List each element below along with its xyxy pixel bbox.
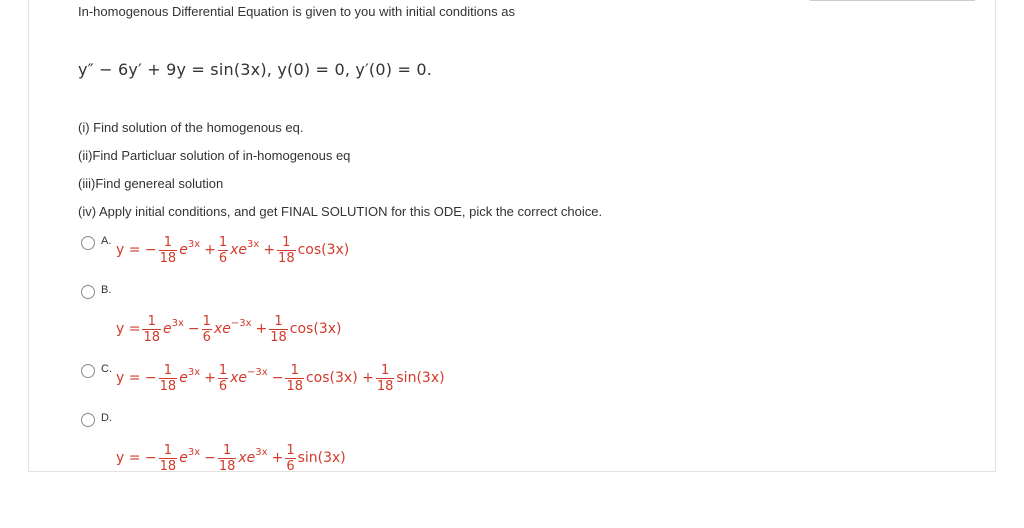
term: cos(3x) — [297, 242, 350, 258]
operator: + — [204, 370, 216, 386]
term: sin(3x) — [297, 450, 346, 466]
exponent: 3x — [171, 317, 184, 329]
exponent: 3x — [187, 366, 201, 378]
fraction: $\frac{1}{18}$ — [159, 442, 177, 474]
option-d-prefix: y = − — [116, 450, 157, 466]
option-b-expression[interactable] — [116, 311, 341, 347]
fraction: $\frac{1}{18}$ — [159, 234, 177, 266]
option-b-letter: B. — [101, 284, 112, 296]
term: e — [179, 370, 188, 386]
fraction: $\frac{1}{18}$ — [286, 362, 303, 394]
term: cos(3x) — [289, 321, 342, 337]
exponent: 3x — [187, 446, 201, 458]
option-d-expression[interactable] — [116, 440, 346, 476]
exponent: −3x — [230, 317, 252, 329]
fraction: $\frac{1}{18}$ — [376, 362, 394, 394]
exponent: 3x — [187, 238, 201, 250]
term: xe — [238, 450, 256, 466]
operator: + — [271, 450, 284, 466]
part-i: (i) Find solution of the homogenous eq. — [78, 120, 304, 135]
radio-option-c[interactable] — [81, 364, 95, 378]
term: e — [179, 450, 188, 466]
fraction: $\frac{1}{6}$ — [286, 442, 295, 474]
term: e — [179, 242, 188, 258]
option-a-prefix: y = − — [116, 242, 157, 258]
operator: + — [263, 242, 276, 258]
operator: − — [271, 370, 284, 386]
operator: + — [255, 321, 268, 337]
operator: − — [204, 450, 216, 466]
option-b-prefix: y = — [116, 321, 141, 337]
radio-option-a[interactable] — [81, 236, 95, 250]
fraction: $\frac{1}{18}$ — [143, 313, 161, 345]
part-ii: (ii)Find Particluar solution of in-homogenous eq — [78, 148, 351, 163]
option-d-letter: D. — [101, 412, 112, 424]
question-intro: In-homogenous Differential Equation is given to you with initial conditions as — [78, 4, 515, 19]
option-a-expression[interactable] — [116, 232, 349, 268]
term: sin(3x) — [396, 370, 445, 386]
exponent: 3x — [247, 238, 260, 250]
fraction: $\frac{1}{18}$ — [218, 442, 236, 474]
fraction: $\frac{1}{6}$ — [218, 234, 228, 266]
term: xe — [213, 321, 231, 337]
fraction: $\frac{1}{6}$ — [202, 313, 211, 345]
option-c-prefix: y = − — [116, 370, 157, 386]
fraction: $\frac{1}{18}$ — [270, 313, 287, 345]
fraction: $\frac{1}{6}$ — [218, 362, 228, 394]
exponent: 3x — [255, 446, 268, 458]
fraction: $\frac{1}{18}$ — [159, 362, 177, 394]
option-a-letter: A. — [101, 235, 112, 247]
top-divider — [810, 0, 975, 1]
option-c-letter: C. — [101, 363, 112, 375]
operator: + — [204, 242, 216, 258]
term: e — [163, 321, 172, 337]
radio-option-d[interactable] — [81, 413, 95, 427]
differential-equation: y″ − 6y′ + 9y = sin(3x), y(0) = 0, y′(0) = 0. — [78, 60, 433, 79]
option-c-expression[interactable] — [116, 360, 445, 396]
fraction: $\frac{1}{18}$ — [278, 234, 295, 266]
exponent: −3x — [247, 366, 268, 378]
part-iii: (iii)Find genereal solution — [78, 176, 224, 191]
part-iv: (iv) Apply initial conditions, and get FINAL SOLUTION for this ODE, pick the correct choice. — [78, 204, 603, 219]
term: xe — [230, 370, 248, 386]
radio-option-b[interactable] — [81, 285, 95, 299]
term: xe — [230, 242, 248, 258]
term: cos(3x) + — [305, 370, 374, 386]
operator: − — [187, 321, 200, 337]
